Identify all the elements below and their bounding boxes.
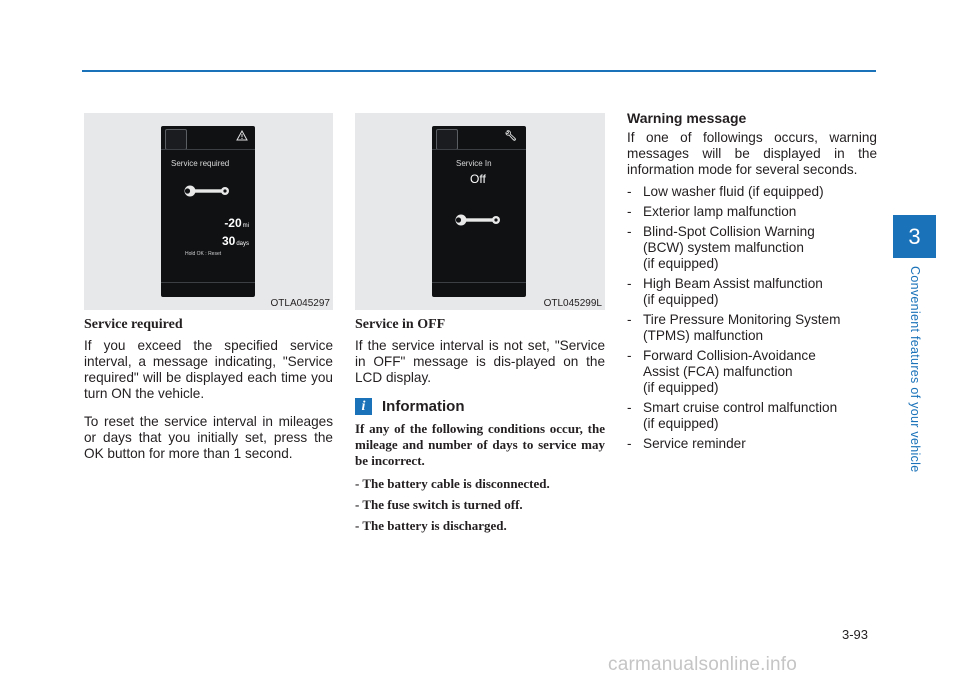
lcd-display	[432, 126, 526, 297]
lcd-divider	[432, 282, 526, 283]
wrench-icon	[183, 184, 233, 198]
list-item: - Exterior lamp malfunction	[627, 204, 877, 220]
figure-service-off	[355, 113, 605, 310]
info-icon: i	[355, 398, 372, 415]
warning-triangle-icon	[236, 130, 248, 141]
lcd-value: Off	[470, 172, 486, 186]
list-item: - Smart cruise control malfunction (if equipped)	[627, 400, 877, 432]
information-body: If any of the following conditions occur, the mileage and number of days to service may be incorrect.	[355, 421, 605, 468]
chapter-title-text: Convenient features of your vehicle	[908, 266, 922, 473]
lcd-mode-box	[436, 129, 458, 150]
lcd-title: Service required	[171, 159, 230, 168]
paragraph: If one of followings occurs, warning messages will be displayed in the information mode for several seconds.	[627, 130, 877, 177]
list-item: - Forward Collision-Avoidance Assist (FCA) malfunction (if equipped)	[627, 348, 877, 396]
list-item: - The fuse switch is turned off.	[355, 497, 523, 512]
wrench-small-icon: 🔧︎	[504, 131, 517, 142]
lcd-mode-box	[165, 129, 187, 150]
list-item: - Service reminder	[627, 436, 877, 452]
list-item: - The battery cable is disconnected.	[355, 476, 550, 491]
list-item: - Blind-Spot Collision Warning (BCW) system malfunction (if equipped)	[627, 224, 877, 272]
information-header	[355, 398, 605, 415]
lcd-days-readout	[222, 234, 249, 248]
section-heading: Warning message	[627, 110, 747, 126]
lcd-divider	[161, 282, 255, 283]
lcd-distance-value: -20	[224, 216, 242, 230]
wrench-icon	[454, 213, 504, 227]
figure-code: OTLA045297	[270, 298, 330, 309]
lcd-distance-unit: mi	[242, 223, 249, 229]
lcd-divider	[161, 149, 255, 150]
figure-code: OTL045299L	[543, 298, 602, 309]
chapter-number-tab: 3	[893, 215, 936, 258]
lcd-distance-readout	[224, 216, 249, 230]
column-service-off	[355, 113, 605, 539]
header-rule	[82, 70, 876, 72]
list-item: - Tire Pressure Monitoring System (TPMS) malfunction	[627, 312, 877, 344]
lcd-days-value: 30	[221, 234, 236, 248]
paragraph: If the service interval is not set, "Service in OFF" message is dis-played on the LCD display.	[355, 338, 605, 385]
column-service-required	[84, 113, 333, 462]
section-heading: Service in OFF	[355, 317, 446, 332]
watermark: carmanualsonline.info	[608, 654, 798, 675]
section-heading: Service required	[84, 317, 183, 332]
lcd-days-unit: days	[236, 241, 249, 247]
paragraph: To reset the service interval in mileages or days that you initially set, press the OK button for more than 1 second.	[84, 414, 333, 461]
warning-list	[627, 184, 877, 452]
column-warning-message	[627, 110, 877, 456]
lcd-divider	[432, 149, 526, 150]
lcd-display	[161, 126, 255, 297]
lcd-hold-hint: Hold OK : Reset	[185, 251, 222, 257]
list-item: - Low washer fluid (if equipped)	[627, 184, 877, 200]
information-title: Information	[382, 398, 465, 415]
lcd-title: Service In	[456, 159, 492, 168]
paragraph: If you exceed the specified service interval, a message indicating, "Service required" will be displayed each time you turn ON the vehicle.	[84, 338, 333, 401]
list-item: - The battery is discharged.	[355, 518, 507, 533]
page-number: 3-93	[842, 627, 869, 642]
information-list	[355, 476, 605, 534]
chapter-title	[905, 266, 925, 496]
figure-service-required	[84, 113, 333, 310]
list-item: - High Beam Assist malfunction (if equipped)	[627, 276, 877, 308]
